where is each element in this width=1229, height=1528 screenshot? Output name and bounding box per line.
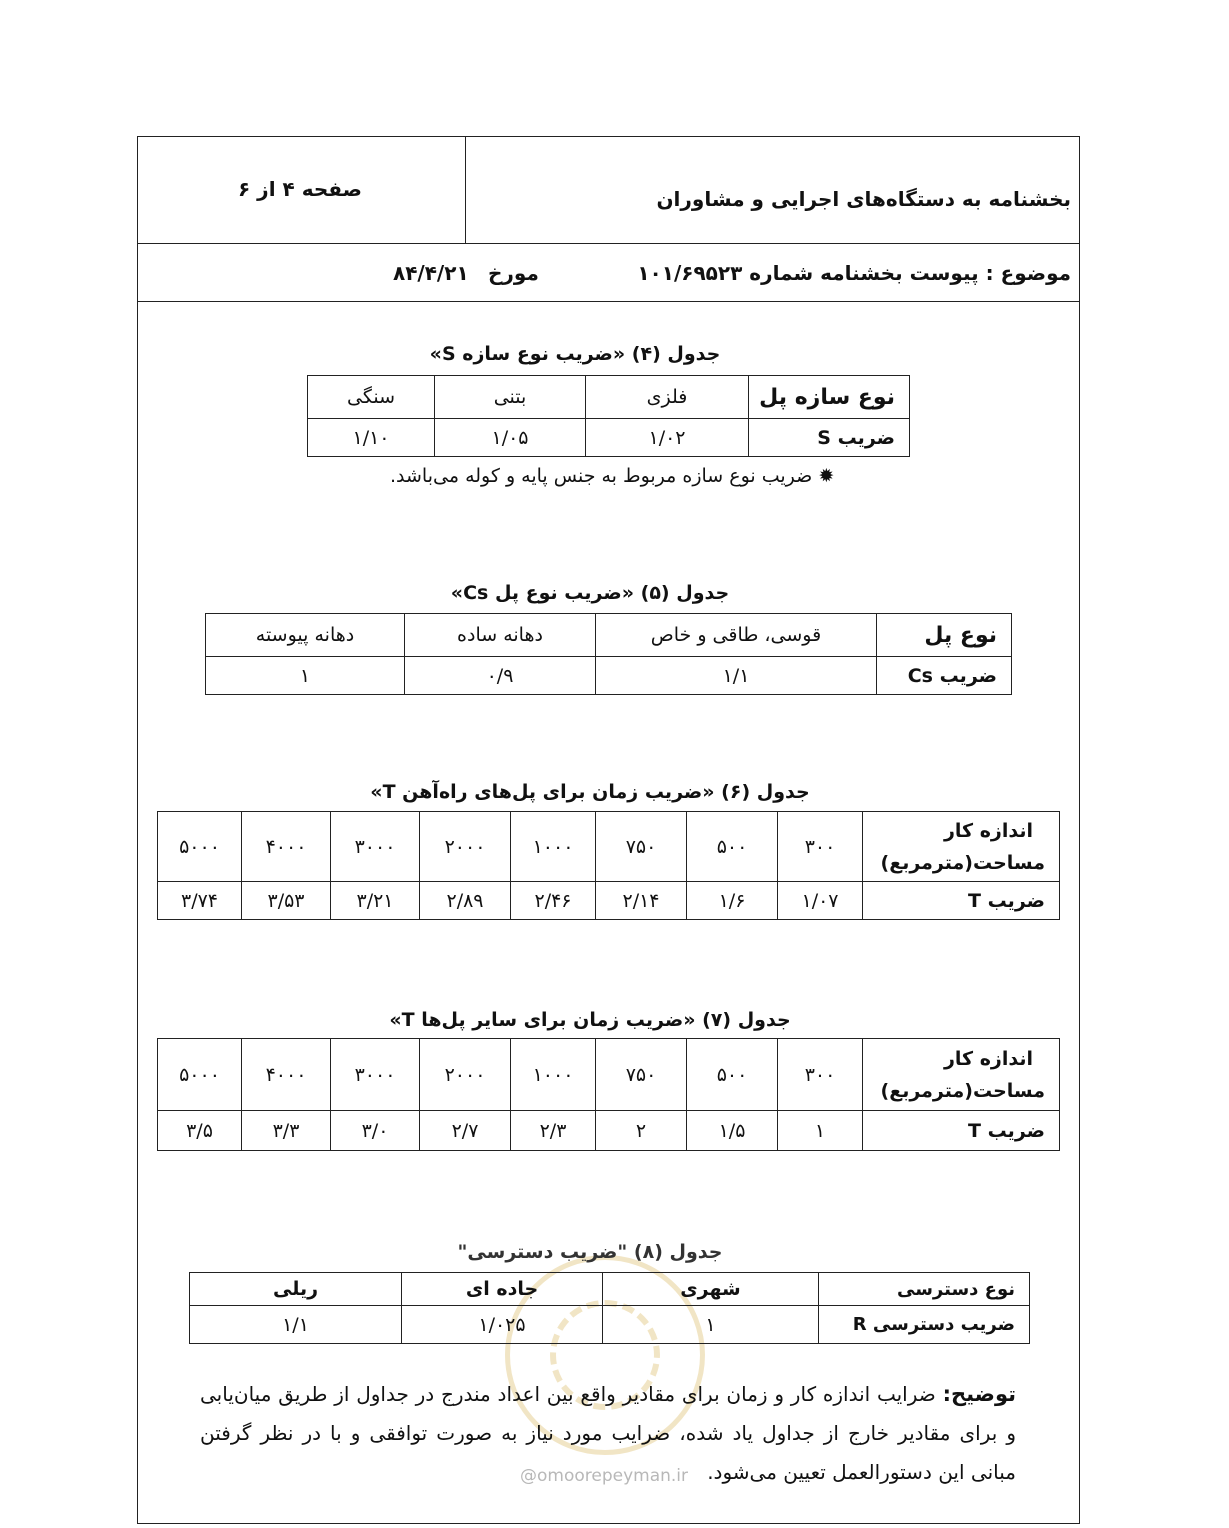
table-cell: ۴۰۰۰ — [242, 812, 331, 882]
table-row — [308, 419, 910, 457]
table-cell: ۲۰۰۰ — [420, 1039, 511, 1111]
bullet-icon: ✹ — [818, 465, 835, 487]
table-cell: سنگی — [308, 376, 435, 419]
table-cell: ۱ — [778, 1111, 863, 1151]
table-cell: ۰/۹ — [405, 657, 596, 695]
table4-header-label: نوع سازه پل — [749, 376, 910, 419]
header-line-2: مساحت(مترمربع) — [880, 851, 1045, 874]
header-row — [138, 137, 1079, 244]
table-cell: ۳/۵۳ — [242, 882, 331, 920]
table-cell: ۱/۶ — [687, 882, 778, 920]
table7-row-label: ضریب T — [863, 1111, 1060, 1151]
table-cell: ۴۰۰۰ — [242, 1039, 331, 1111]
table8-caption: جدول (۸) "ضریب دسترسی" — [457, 1241, 723, 1263]
table-row — [308, 376, 910, 419]
table4 — [307, 375, 910, 457]
table-cell: شهری — [603, 1273, 819, 1306]
table-row — [206, 657, 1012, 695]
table6-header-label — [863, 812, 1060, 882]
table-cell: ۲ — [596, 1111, 687, 1151]
table-cell: ۵۰۰۰ — [158, 812, 242, 882]
table-cell: ۷۵۰ — [596, 812, 687, 882]
table-cell: جاده ای — [402, 1273, 603, 1306]
table6-row-label: ضریب T — [863, 882, 1060, 920]
table6-caption: جدول (۶) «ضریب زمان برای پل‌های راه‌آهن T» — [370, 781, 810, 803]
table-cell: ۲/۳ — [511, 1111, 596, 1151]
table-cell: ۳۰۰ — [778, 812, 863, 882]
table-cell: ۳۰۰۰ — [331, 1039, 420, 1111]
explanation-label: توضیح: — [942, 1382, 1017, 1406]
table8 — [189, 1272, 1030, 1344]
table-cell: ۳/۰ — [331, 1111, 420, 1151]
table-cell: ریلی — [190, 1273, 402, 1306]
table-cell: ۲/۴۶ — [511, 882, 596, 920]
table7-caption: جدول (۷) «ضریب زمان برای سایر پل‌ها T» — [389, 1009, 791, 1031]
subject: موضوع : پیوست بخشنامه شماره ۱۰۱/۶۹۵۲۳ — [637, 261, 1071, 285]
table4-note-text: ضریب نوع سازه مربوط به جنس پایه و کوله می‌باشد. — [390, 465, 813, 487]
table-cell: ۲/۱۴ — [596, 882, 687, 920]
table-cell: ۵۰۰ — [687, 1039, 778, 1111]
page-number: صفحه ۴ از ۶ — [238, 177, 362, 201]
table-cell: ۷۵۰ — [596, 1039, 687, 1111]
table-cell: ۵۰۰ — [687, 812, 778, 882]
table8-row-label: ضریب دسترسی R — [819, 1306, 1030, 1344]
header-line-1: اندازه کار — [943, 1047, 1033, 1070]
date-value: ۸۴/۴/۲۱ — [393, 261, 469, 285]
table-cell: ۱/۰۵ — [435, 419, 586, 457]
table-row — [158, 812, 1060, 882]
table4-row-label: ضریب S — [749, 419, 910, 457]
explanation-text: ضرایب اندازه کار و زمان برای مقادیر واقع بین اعداد مندرج در جداول از طریق میان‌یابی و برای مقادیر خارج از جداول یاد شده، ضرایب مورد نیاز به صورت توافقی و با در نظر گرفتن مبانی این دستورالعمل تعیین می‌شود. — [200, 1382, 1016, 1484]
table-cell: ۱۰۰۰ — [511, 812, 596, 882]
table-cell: ۳/۳ — [242, 1111, 331, 1151]
table-cell: ۱/۱۰ — [308, 419, 435, 457]
table5 — [205, 613, 1012, 695]
header-line-1: اندازه کار — [943, 819, 1033, 842]
table-cell: ۱/۰۲۵ — [402, 1306, 603, 1344]
table-cell: قوسی، طاقی و خاص — [596, 614, 877, 657]
watermark-text: @omoorepeyman.ir — [520, 1466, 689, 1486]
table-row — [206, 614, 1012, 657]
date-label: مورخ — [488, 261, 539, 285]
table-cell: ۳۰۰۰ — [331, 812, 420, 882]
table-cell: ۲/۸۹ — [420, 882, 511, 920]
table6 — [157, 811, 1060, 920]
table7 — [157, 1038, 1060, 1151]
table8-header-label: نوع دسترسی — [819, 1273, 1030, 1306]
table-cell: دهانه پیوسته — [206, 614, 405, 657]
table-cell: ۳۰۰ — [778, 1039, 863, 1111]
table-cell: ۳/۲۱ — [331, 882, 420, 920]
subject-row — [138, 243, 1079, 302]
table-cell: ۱/۱ — [596, 657, 877, 695]
table-cell: ۲/۷ — [420, 1111, 511, 1151]
table-row — [158, 882, 1060, 920]
table-cell: بتنی — [435, 376, 586, 419]
table4-caption: جدول (۴) «ضریب نوع سازه S» — [429, 343, 721, 365]
table7-header-label — [863, 1039, 1060, 1111]
table-cell: ۱/۰۲ — [586, 419, 749, 457]
table4-note — [390, 465, 834, 487]
table-cell: ۳/۵ — [158, 1111, 242, 1151]
table-cell: ۵۰۰۰ — [158, 1039, 242, 1111]
circular-title: بخشنامه به دستگاه‌های اجرایی و مشاوران — [656, 187, 1071, 211]
table-cell: ۱ — [603, 1306, 819, 1344]
table-row — [190, 1273, 1030, 1306]
table-cell: ۱۰۰۰ — [511, 1039, 596, 1111]
header-divider — [465, 137, 466, 243]
header-line-2: مساحت(مترمربع) — [880, 1079, 1045, 1102]
table-cell: ۱/۱ — [190, 1306, 402, 1344]
table-cell: فلزی — [586, 376, 749, 419]
table-cell: ۱/۵ — [687, 1111, 778, 1151]
table5-caption: جدول (۵) «ضریب نوع پل Cs» — [450, 582, 730, 604]
table-cell: دهانه ساده — [405, 614, 596, 657]
table-row — [158, 1111, 1060, 1151]
table5-header-label: نوع پل — [877, 614, 1012, 657]
table-cell: ۳/۷۴ — [158, 882, 242, 920]
table-row — [190, 1306, 1030, 1344]
table-row — [158, 1039, 1060, 1111]
table-cell: ۱ — [206, 657, 405, 695]
table-cell: ۱/۰۷ — [778, 882, 863, 920]
table5-row-label: ضریب Cs — [877, 657, 1012, 695]
table-cell: ۲۰۰۰ — [420, 812, 511, 882]
